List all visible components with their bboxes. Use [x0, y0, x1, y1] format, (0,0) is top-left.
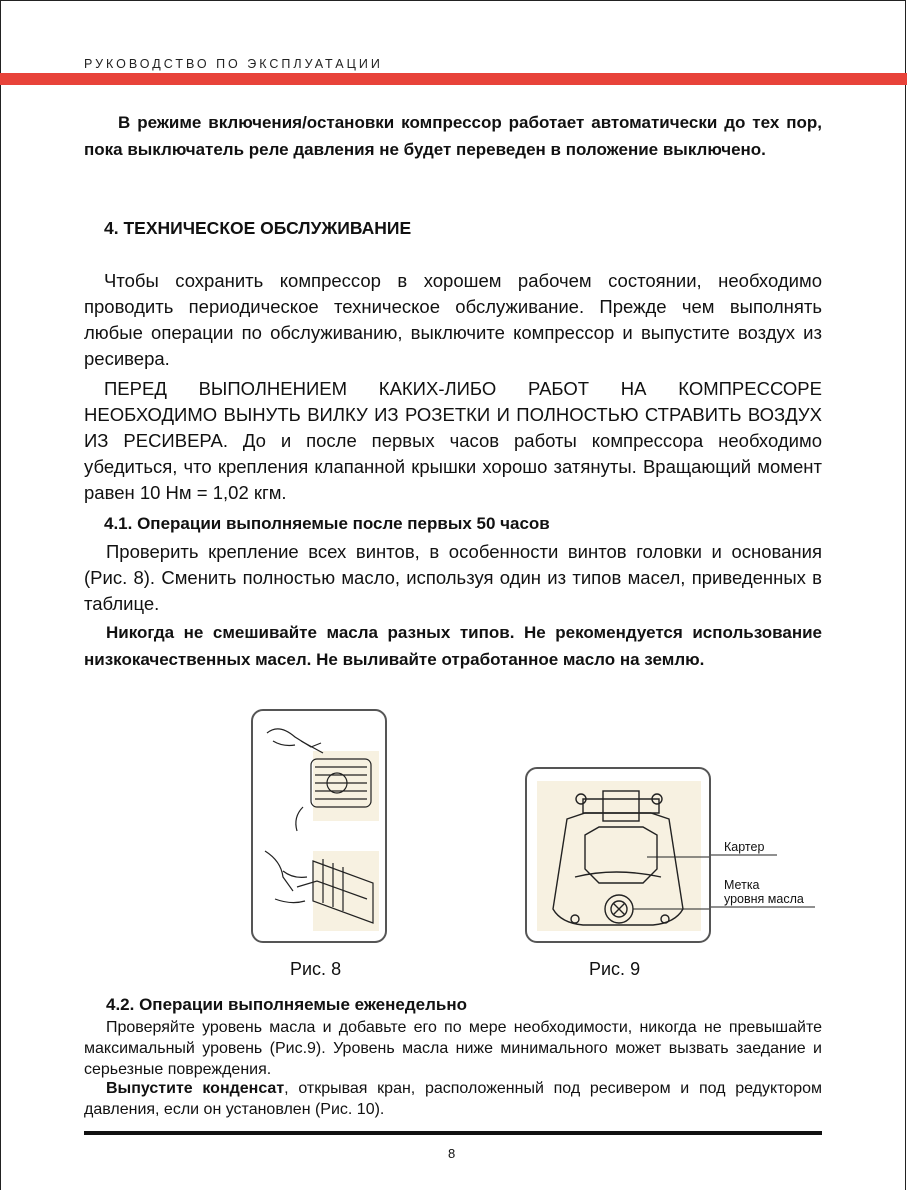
section-4-2-paragraph-2: [84, 1078, 822, 1120]
section-4-1-warning: Никогда не смешивайте масла разных типов. Не рекомендуется использование низкокачественных масел. Не выливайте отработанное масло на землю.: [84, 623, 822, 669]
section-4-paragraph-2: ПЕРЕД ВЫПОЛНЕНИЕМ КАКИХ-ЛИБО РАБОТ НА КОМПРЕССОРЕ НЕОБХОДИМО ВЫНУТЬ ВИЛКУ ИЗ РОЗЕТКИ И ПОЛНОСТЬЮ СТРАВИТЬ ВОЗДУХ ИЗ РЕСИВЕРА. До и после первых часов работы компрессора необходимо убедиться, что крепления клапанной крышки хорошо затянуты. Вращающий момент равен 10 Нм = 1,02 кгм.: [84, 378, 822, 503]
section-4-1-paragraph: Проверить крепление всех винтов, в особенности винтов головки и основания (Рис. 8). Сменить полностью масло, используя один из типов масел, приведенных в таблице.: [84, 541, 822, 614]
intro-paragraph: В режиме включения/остановки компрессор работает автоматически до тех пор, пока выключатель реле давления не будет переведен в положение выключено.: [84, 113, 822, 159]
figure-8: [251, 709, 387, 943]
footer-rule: [84, 1131, 822, 1135]
section-4-paragraph-1: Чтобы сохранить компрессор в хорошем рабочем состоянии, необходимо проводить периодическое техническое обслуживание. Прежде чем выполнять любые операции по обслуживанию, выключите компрессор и выпустите воздух из ресивера.: [84, 270, 822, 369]
maintenance-illustration: [253, 711, 385, 941]
figure-8-caption: Рис. 8: [290, 959, 342, 979]
label-oil-mark-line1: Метка: [724, 878, 760, 892]
crankcase-illustration: [527, 769, 709, 941]
section-4-2-paragraph-1: Проверяйте уровень масла и добавьте его по мере необходимости, никогда не превышайте максимальный уровень (Рис.9). Уровень масла ниже минимального может вызвать заедание и серьезные повреждения.: [84, 1019, 822, 1078]
label-oil-mark-line2: уровня масла: [724, 892, 804, 906]
section-4-heading: 4. ТЕХНИЧЕСКОЕ ОБСЛУЖИВАНИЕ: [104, 218, 412, 238]
figure-9-caption: Рис. 9: [589, 959, 641, 979]
page-number: 8: [448, 1146, 456, 1161]
label-carter: Картер: [724, 840, 765, 854]
figure-9: [525, 767, 711, 943]
header-bar: [0, 73, 907, 85]
section-4-2-heading: 4.2. Операции выполняемые еженедельно: [106, 995, 468, 1014]
condensate-text: , открывая кран, расположенный под ресивером и под редуктором давления, если он установлен (Рис. 10).: [84, 1080, 822, 1118]
condensate-emphasis: Выпустите конденсат: [106, 1080, 285, 1097]
section-4-1-heading: 4.1. Операции выполняемые после первых 50 часов: [104, 514, 550, 533]
header-title: РУКОВОДСТВО ПО ЭКСПЛУАТАЦИИ: [84, 57, 383, 71]
